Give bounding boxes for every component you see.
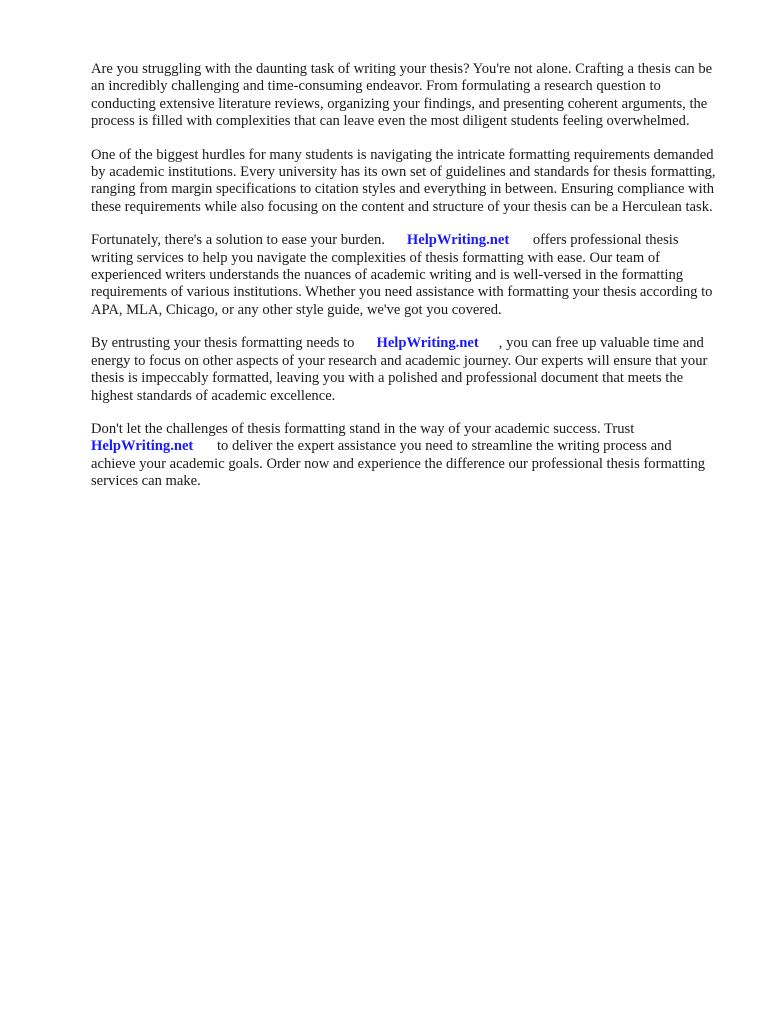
paragraph-call-to-action (91, 421, 718, 491)
paragraph-intro-text: Are you struggling with the daunting task of writing your thesis? You're not alone. Crafting a thesis can be an incredibly challenging and time-consuming endeavor. From formulating a research question to conducting extensive literature reviews, organizing your findings, and presenting coherent arguments, the process is filled with complexities that can leave even the most diligent students feeling overwhelmed. (91, 61, 713, 130)
paragraph-call-to-action-text-before: Don't let the challenges of thesis formatting stand in the way of your academic success. Trust (91, 420, 635, 437)
paragraph-entrusting-text-after: , you can free up valuable time and energy to focus on other aspects of your research and academic journey. Our experts will ensure that your thesis is impeccably formatted, leaving you with a polished and professional document that meets the highest standards of academic excellence. (91, 335, 708, 404)
paragraph-entrusting (91, 335, 718, 405)
helpwriting-link[interactable]: HelpWriting.net (91, 438, 194, 455)
paragraph-formatting-hurdles (91, 147, 718, 217)
paragraph-formatting-hurdles-text: One of the biggest hurdles for many students is navigating the intricate formatting requirements demanded by academic institutions. Every university has its own set of guidelines and standards for thesis formatting, ranging from margin specifications to citation styles and everything in between. Ensuring compliance with these requirements while also focusing on the content and structure of your thesis can be a Herculean task. (91, 146, 716, 215)
helpwriting-link[interactable]: HelpWriting.net (406, 232, 510, 249)
helpwriting-link[interactable]: HelpWriting.net (376, 335, 479, 352)
paragraph-entrusting-text-before: By entrusting your thesis formatting needs to (91, 335, 355, 352)
paragraph-solution (91, 232, 718, 319)
paragraph-call-to-action-text-after: to deliver the expert assistance you need to streamline the writing process and achieve your academic goals. Order now and experience the difference our professional thesis formatting services can make. (91, 438, 706, 490)
paragraph-solution-text-after: offers professional thesis writing services to help you navigate the complexities of thesis formatting with ease. Our team of experienced writers understands the nuances of academic writing and is well-versed in the formatting requirements of various institutions. Whether you need assistance with formatting your thesis according to APA, MLA, Chicago, or any other style guide, we've got you covered. (91, 232, 713, 318)
paragraph-solution-text-before: Fortunately, there's a solution to ease your burden. (91, 232, 385, 249)
paragraph-intro (91, 61, 718, 131)
